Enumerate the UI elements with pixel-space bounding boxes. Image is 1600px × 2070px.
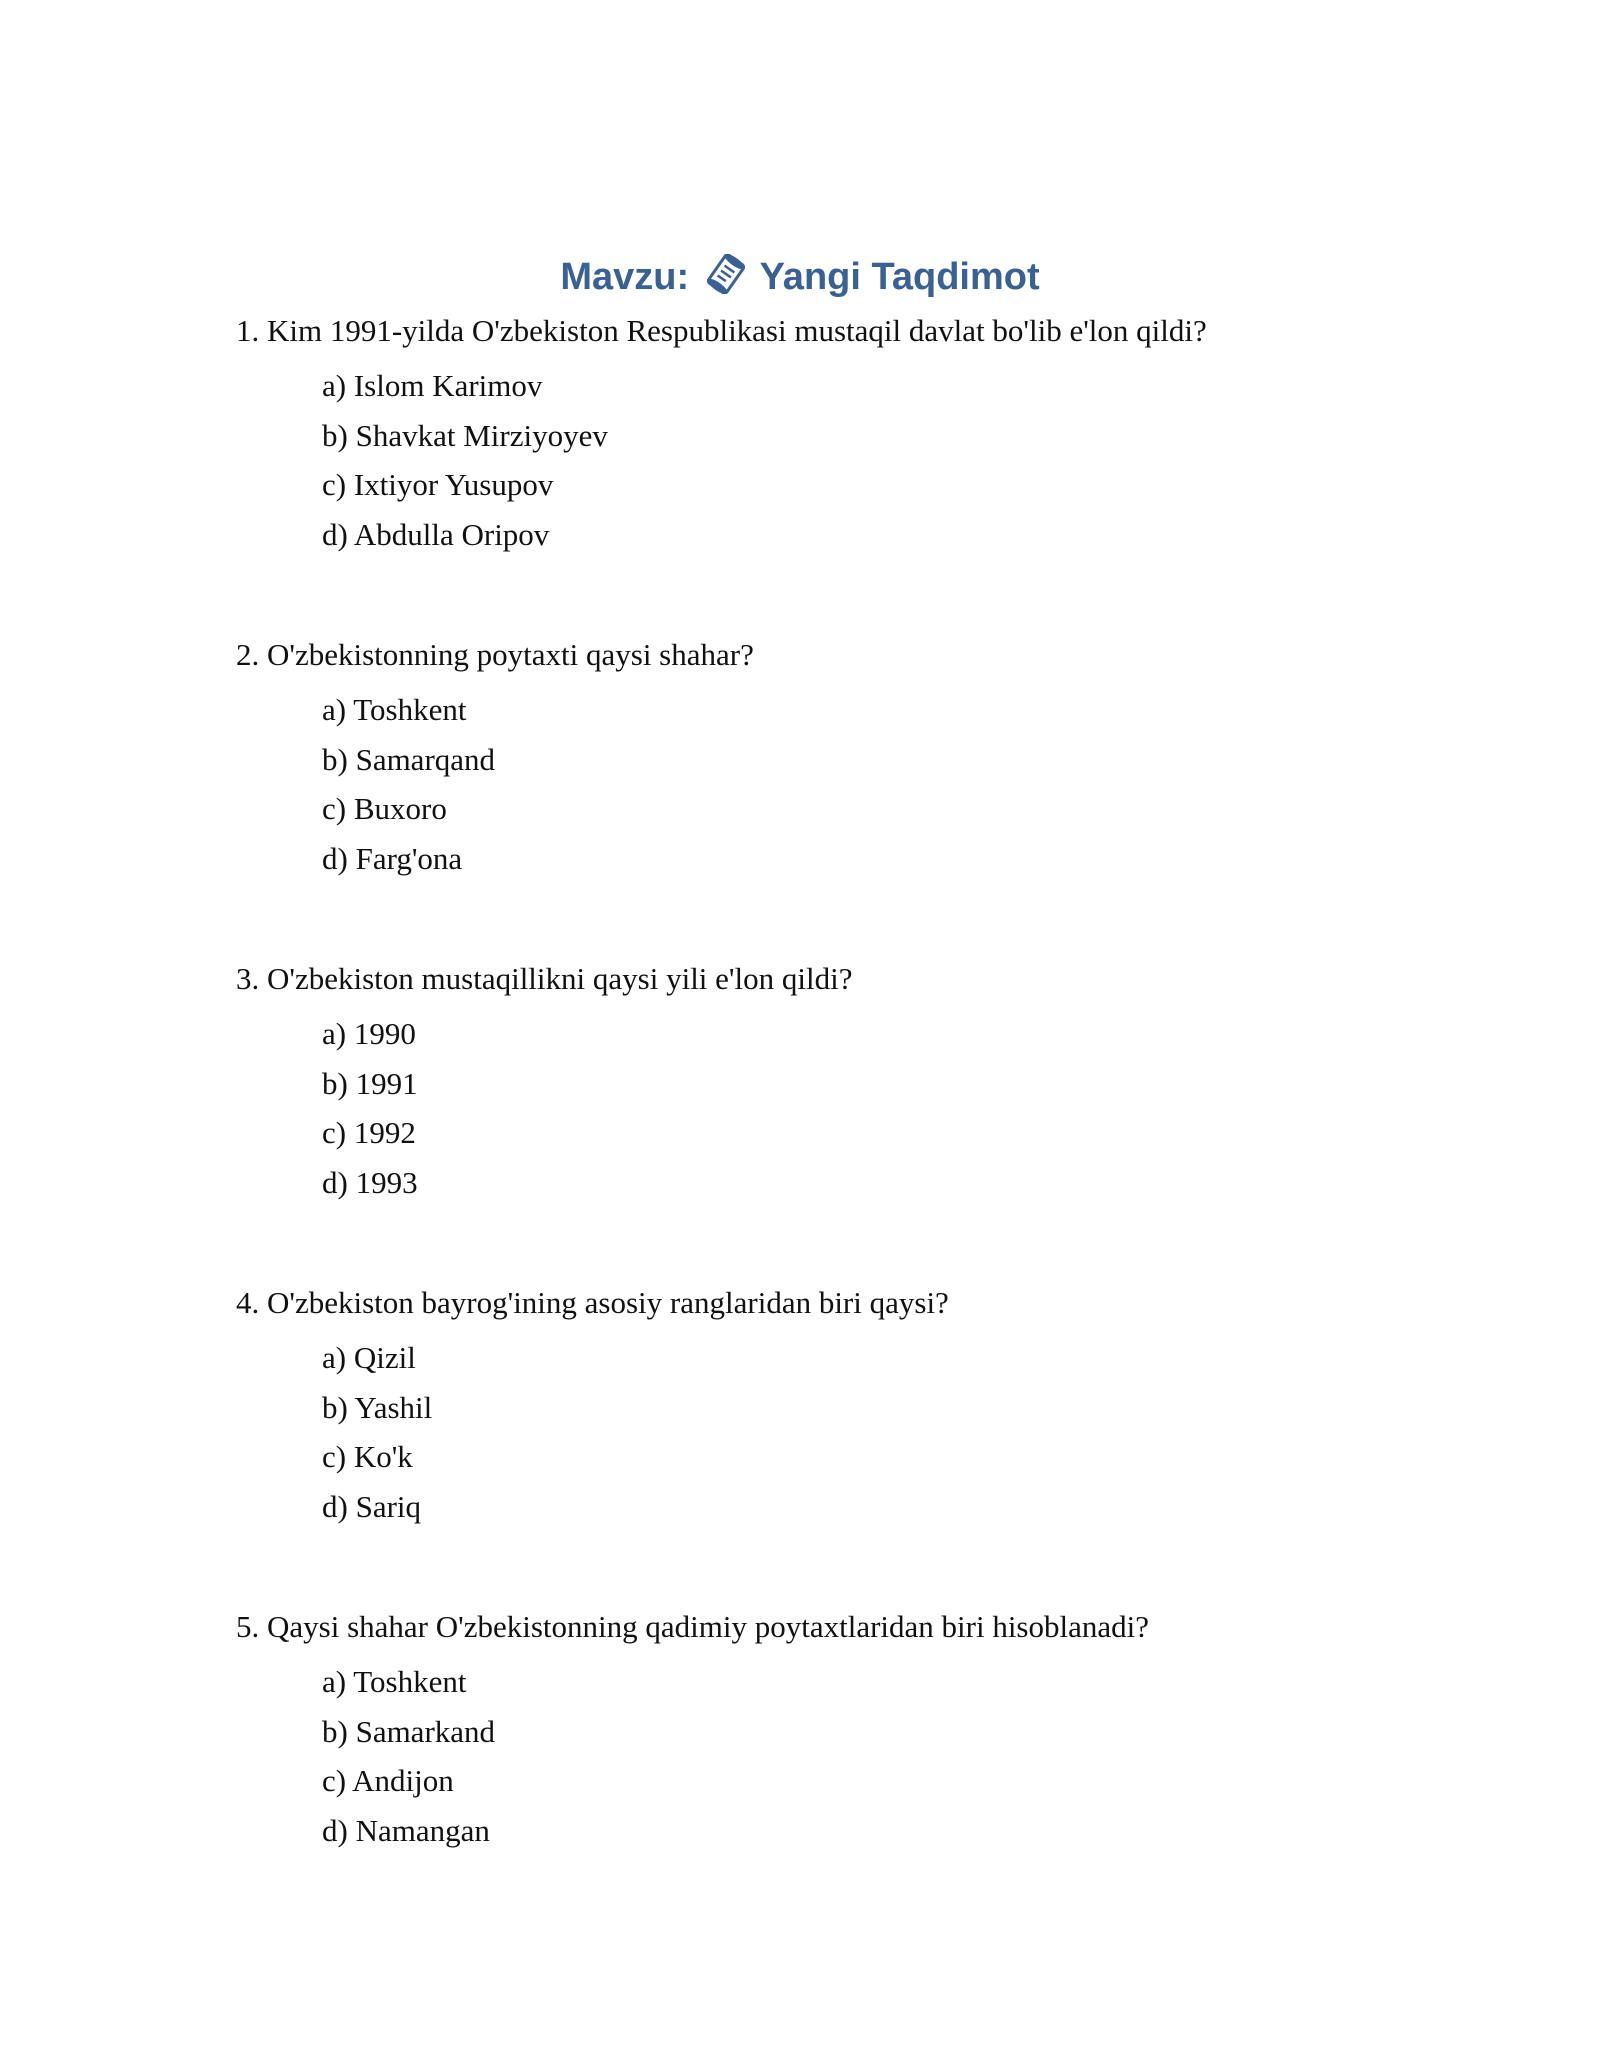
answer-options: [322, 361, 1436, 559]
answer-option: b) Samarkand: [322, 1713, 496, 1749]
title-text: Yangi Taqdimot: [759, 256, 1040, 298]
answer-option: d) Sariq: [322, 1488, 422, 1524]
question-5: [236, 1599, 1436, 1923]
question-text: 2. O'zbekistonning poytaxti qaysi shahar?: [236, 637, 754, 672]
question-text: 3. O'zbekiston mustaqillikni qaysi yili e'lon qildi?: [236, 961, 853, 996]
answer-option: d) Farg'ona: [322, 840, 463, 876]
question-text: 1. Kim 1991-yilda O'zbekiston Respublikasi mustaqil davlat bo'lib e'lon qildi?: [236, 313, 1207, 348]
question-text: 4. O'zbekiston bayrog'ining asosiy ranglaridan biri qaysi?: [236, 1285, 949, 1320]
title-prefix: Mavzu:: [560, 256, 690, 298]
answer-option: d) Abdulla Oripov: [322, 516, 550, 552]
question-4: [236, 1275, 1436, 1599]
question-1: [236, 303, 1436, 627]
answer-option: d) 1993: [322, 1164, 418, 1200]
answer-option: c) Buxoro: [322, 791, 447, 826]
question-3: [236, 951, 1436, 1275]
answer-options: [322, 1009, 1436, 1207]
answer-option: c) Ixtiyor Yusupov: [322, 467, 554, 502]
answer-options: [322, 1657, 1436, 1855]
answer-option: b) Shavkat Mirziyoyev: [322, 417, 608, 453]
answer-option: a) 1990: [322, 1016, 416, 1051]
answer-option: b) 1991: [322, 1065, 418, 1101]
answer-option: a) Toshkent: [322, 1664, 467, 1699]
answer-option: a) Islom Karimov: [322, 368, 543, 403]
answer-option: b) Samarqand: [322, 741, 496, 777]
question-2: [236, 627, 1436, 951]
scroll-icon: [706, 254, 746, 294]
document-title: [0, 250, 1600, 304]
answer-option: b) Yashil: [322, 1389, 433, 1425]
answer-option: c) Ko'k: [322, 1439, 413, 1474]
answer-options: [322, 685, 1436, 883]
answer-option: c) Andijon: [322, 1763, 454, 1798]
answer-option: a) Qizil: [322, 1340, 416, 1375]
answer-option: a) Toshkent: [322, 692, 467, 727]
question-text: 5. Qaysi shahar O'zbekistonning qadimiy poytaxtlaridan biri hisoblanadi?: [236, 1609, 1150, 1644]
answer-options: [322, 1333, 1436, 1531]
answer-option: d) Namangan: [322, 1812, 490, 1848]
question-list: [236, 303, 1436, 1923]
answer-option: c) 1992: [322, 1115, 416, 1150]
